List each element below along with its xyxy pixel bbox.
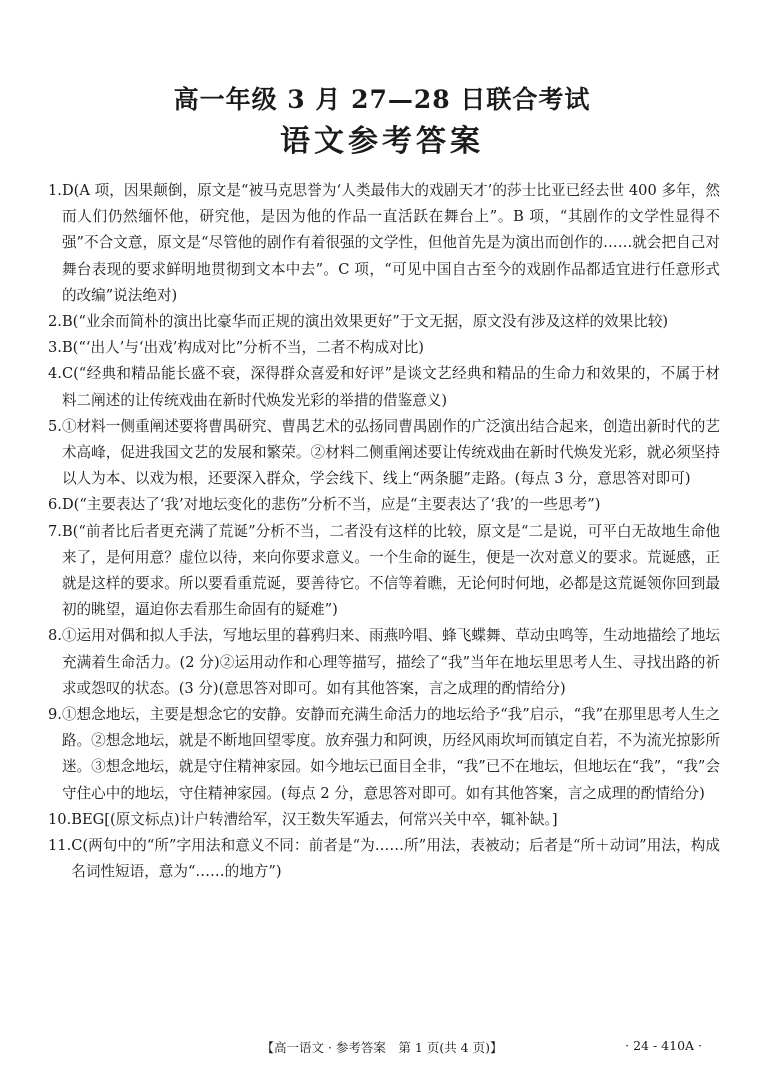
answer-item-5 [48, 414, 720, 493]
answer-item-8 [48, 623, 720, 702]
answer-text: B(“前者比后者更充满了荒诞”分析不当，二者没有这样的比较，原文是“二是说，可平白无故地生命他来了，是何用意？虚位以待，来向你要求意义。一个生命的诞生，便是一次对意义的要求。荒诞感，正就是这样的要求。所以要看重荒诞，要善待它。不信等着瞧，无论何时何地，必都是这荒诞领你回到最初的眺望，逼迫你去看那生命固有的疑难”) [61, 522, 720, 619]
answer-number: 2. [48, 313, 62, 331]
answer-list [48, 178, 720, 885]
answer-number: 6. [48, 496, 62, 514]
answer-text: ①想念地坛，主要是想念它的安静。安静而充满生命活力的地坛给予“我”启示，“我”在那里思考人生之路。②想念地坛，就是不断地回望零度。放弃强力和阿谀，历经风雨坎坷而镇定自若，不为流光掠影所迷。③想念地坛，就是守住精神家园。如今地坛已面目全非，“我”已不在地坛，但地坛在“我”，“我”会守住心中的地坛，守住精神家园。(每点 2 分，意思答对即可。如有其他答案，言之成理的酌情给分) [61, 706, 720, 802]
answer-number: 4. [48, 365, 62, 383]
answer-number: 7. [48, 522, 62, 540]
answer-text: ①材料一侧重阐述要将曹禺研究、曹禺艺术的弘扬同曹禺剧作的广泛演出结合起来，创造出新时代的艺术高峰，促进我国文艺的发展和繁荣。②材料二侧重阐述要让传统戏曲在新时代焕发光彩，就必须坚持以人为本、以戏为根，还要深入群众，学会线下、线上“两条腿”走路。(每点 3 分，意思答对即可) [61, 417, 720, 488]
answer-text: B(“‘出人’与‘出戏’构成对比”分析不当，二者不构成对比) [61, 339, 424, 357]
answer-text: C(“经典和精品能长盛不衰，深得群众喜爱和好评”是谈文艺经典和精品的生命力和效果的，不属于材料二阐述的让传统戏曲在新时代焕发光彩的举措的借鉴意义) [61, 365, 720, 409]
answer-number: 10. [48, 810, 72, 828]
answer-number: 1. [48, 182, 62, 199]
answer-text: B(“业余而简朴的演出比豪华而正规的演出效果更好”于文无据，原文没有涉及这样的效果比较) [61, 313, 669, 331]
answer-number: 11. [48, 837, 72, 855]
answer-key-title: 语文参考答案 [280, 124, 484, 159]
answer-text: ①运用对偶和拟人手法，写地坛里的暮鸦归来、雨燕吟唱、蜂飞蝶舞、草动虫鸣等，生动地描绘了地坛充满着生命活力。(2 分)②运用动作和心理等描写，描绘了“我”当年在地坛里思考人生、寻找出路的祈求或怨叹的状态。(3 分)(意思答对即可。如有其他答案，言之成理的酌情给分) [61, 627, 720, 697]
answer-text: C(两句中的“所”字用法和意义不同：前者是“为……所”用法，表被动；后者是“所＋动词”用法，构成名词性短语，意为“……的地方”) [71, 837, 720, 881]
answer-text: BEG[(原文标点)计户转漕给军，汉王数失军遁去，何常兴关中卒，辄补缺。] [71, 810, 558, 828]
answer-text: D(“主要表达了‘我’对地坛变化的悲伤”分析不当，应是“主要表达了‘我’的一些思考”) [61, 496, 601, 514]
page-footer [0, 1038, 764, 1058]
answer-item-4 [48, 361, 720, 413]
footer-page-info: 【高一语文 · 参考答案 第 1 页(共 4 页)】 [261, 1040, 503, 1055]
answer-item-3 [48, 335, 720, 361]
answer-item-2 [48, 309, 720, 335]
answer-number: 8. [48, 627, 62, 645]
answer-item-1 [48, 178, 720, 309]
exam-title: 高一年级 3 月 27—28 日联合考试 [173, 85, 591, 114]
answer-number: 3. [48, 339, 62, 357]
answer-item-9 [48, 702, 720, 807]
answer-item-6 [48, 492, 720, 518]
answer-item-7 [48, 519, 720, 624]
answer-item-11 [48, 833, 720, 885]
answer-text: D(A 项，因果颠倒，原文是“被马克思誉为‘人类最伟大的戏剧天才’的莎士比亚已经去世 400 多年，然而人们仍然缅怀他，研究他，是因为他的作品一直活跃在舞台上”。B 项，“其剧作的文学性显得不强”不合文意，原文是“尽管他的剧作有着很强的文学性，但他首先是为演出而创作的……就会把自己对舞台表现的要求鲜明地贯彻到文本中去”。C 项，“可见中国自古至今的戏剧作品都适宜进行任意形式的改编”说法绝对) [61, 182, 720, 304]
answer-item-10 [48, 807, 720, 833]
footer-exam-code: · 24 - 410A · [625, 1038, 702, 1053]
answer-number: 9. [48, 706, 62, 724]
answer-number: 5. [48, 417, 62, 435]
